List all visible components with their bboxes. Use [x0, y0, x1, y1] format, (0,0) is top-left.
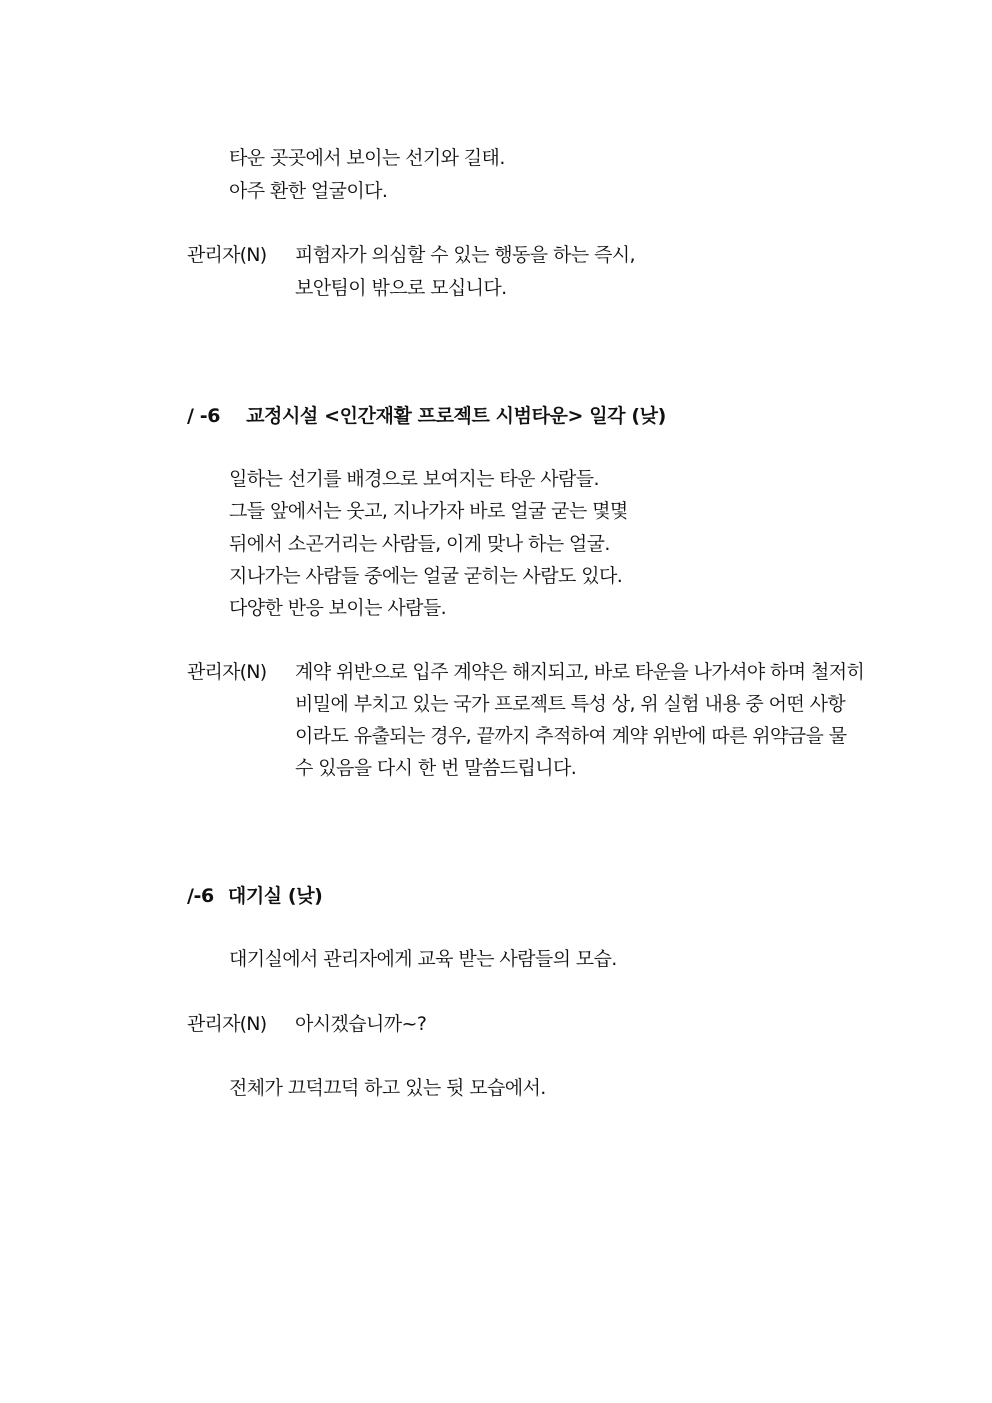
scene-heading: [187, 884, 322, 908]
scene-title: 대기실 (낮): [227, 885, 323, 907]
action-line: 대기실에서 관리자에게 교육 받는 사람들의 모습.: [229, 948, 617, 970]
action-line: 일하는 선기를 배경으로 보여지는 타운 사람들.: [229, 468, 599, 490]
scene-title: 교정시설 <인간재활 프로젝트 시범타운> 일각 (낮): [246, 405, 666, 427]
dialogue-line: 아시겠습니까~?: [295, 1013, 427, 1035]
action-line: 전체가 끄덕끄덕 하고 있는 뒷 모습에서.: [229, 1077, 546, 1099]
action-line: 그들 앞에서는 웃고, 지나가자 바로 얼굴 굳는 몇몇: [229, 500, 628, 522]
dialogue-line: 수 있음을 다시 한 번 말씀드립니다.: [295, 757, 577, 779]
dialogue-line: 보안팀이 밖으로 모십니다.: [295, 277, 507, 299]
scene-heading: [187, 404, 666, 428]
action-line: 타운 곳곳에서 보이는 선기와 길태.: [229, 147, 505, 169]
action-line: 아주 환한 얼굴이다.: [229, 180, 388, 202]
action-line: 뒤에서 소곤거리는 사람들, 이게 맞나 하는 얼굴.: [229, 533, 610, 555]
dialogue-line: 비밀에 부치고 있는 국가 프로젝트 특성 상, 위 실험 내용 중 어떤 사항: [295, 693, 846, 715]
dialogue-line: 이라도 유출되는 경우, 끝까지 추적하여 계약 위반에 따른 위약금을 물: [295, 725, 847, 747]
scene-number: /-6: [187, 885, 214, 907]
dialogue-line: 피험자가 의심할 수 있는 행동을 하는 즉시,: [295, 244, 635, 266]
dialogue-line: 계약 위반으로 입주 계약은 해지되고, 바로 타운을 나가셔야 하며 철저히: [295, 661, 865, 683]
scene-number: / -6: [187, 405, 221, 427]
action-line: 다양한 반응 보이는 사람들.: [229, 597, 447, 619]
action-line: 지나가는 사람들 중에는 얼굴 굳히는 사람도 있다.: [229, 565, 623, 587]
speaker-label: 관리자(N): [187, 661, 267, 683]
speaker-label: 관리자(N): [187, 244, 267, 266]
speaker-label: 관리자(N): [187, 1013, 267, 1035]
